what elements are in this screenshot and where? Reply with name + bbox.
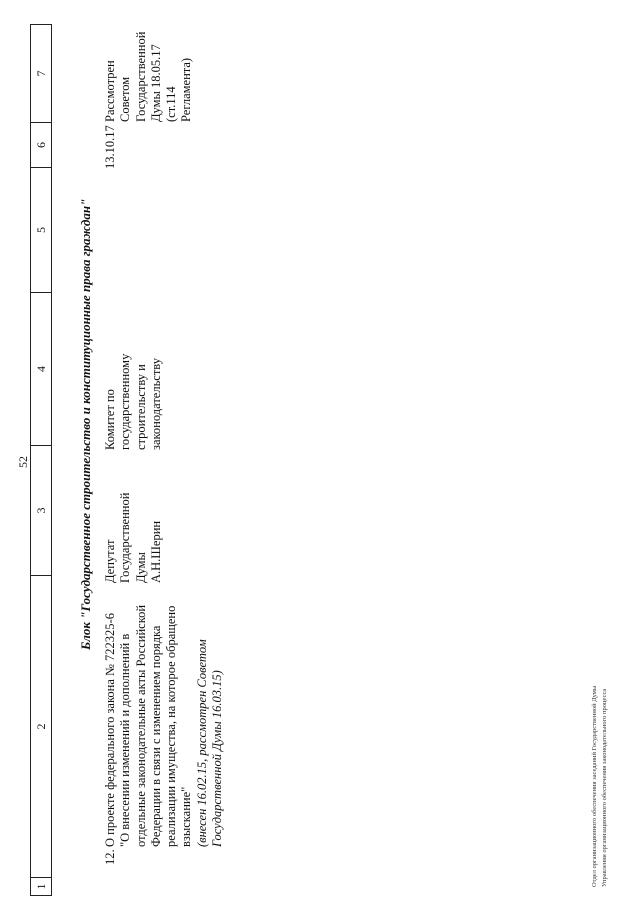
bill-description bbox=[103, 585, 225, 847]
column-number-2: 2 bbox=[31, 576, 51, 878]
block-title: Блок "Государственное строительство и конституционные права граждан" bbox=[78, 198, 93, 650]
column-number-1: 1 bbox=[33, 883, 48, 890]
author-line: А.Н.Шерин bbox=[148, 520, 163, 583]
column-number-7: 7 bbox=[31, 25, 51, 123]
row-number: 12. bbox=[103, 849, 117, 865]
author-line: Думы bbox=[133, 552, 148, 583]
column-number-4: 4 bbox=[31, 293, 51, 446]
committee-line: государственному bbox=[118, 353, 133, 450]
description-line: реализации имущества, на которое обращено bbox=[164, 605, 179, 847]
bill-author bbox=[103, 463, 164, 583]
column-number-6: 6 bbox=[31, 123, 51, 168]
status-line: Государственной bbox=[133, 31, 148, 122]
committee-line: Комитет по bbox=[103, 389, 117, 450]
status-line: Советом bbox=[118, 76, 133, 122]
committee-line: законодательству bbox=[148, 357, 163, 450]
description-line: взыскание" bbox=[179, 786, 194, 847]
committee-line: строительству и bbox=[133, 364, 148, 450]
author-line: Государственной bbox=[118, 492, 133, 583]
column-number-3: 3 bbox=[31, 446, 51, 576]
column-number-header bbox=[30, 24, 52, 896]
footer-line: Управления организационного обеспечения законодательного процесса bbox=[601, 688, 608, 887]
status-line: Рассмотрен bbox=[103, 60, 117, 122]
page-footer bbox=[590, 686, 610, 887]
author-line: Депутат bbox=[103, 539, 117, 583]
description-line: Федерации в связи с изменением порядка bbox=[148, 625, 163, 847]
description-line: отдельные законодательные акты Российской bbox=[133, 604, 148, 847]
page-number: 52 bbox=[16, 456, 30, 468]
note-line: (внесен 16.02.15, рассмотрен Советом bbox=[194, 639, 209, 847]
column-number-5: 5 bbox=[31, 168, 51, 293]
description-line: О проекте федерального закона № 722325-6 bbox=[103, 613, 117, 847]
bill-status bbox=[103, 22, 195, 122]
review-date: 13.10.17 bbox=[103, 125, 117, 169]
status-line: Думы 18.05.17 bbox=[148, 44, 163, 122]
responsible-committee bbox=[103, 300, 164, 450]
description-line: "О внесении изменений и дополнений в bbox=[118, 633, 133, 847]
note-line: Государственной Думы 16.03.15) bbox=[210, 670, 225, 847]
status-line: (ст.114 Регламента) bbox=[164, 57, 194, 122]
footer-line: Отдел организационного обеспечения заседаний Государственной Думы bbox=[591, 685, 598, 887]
